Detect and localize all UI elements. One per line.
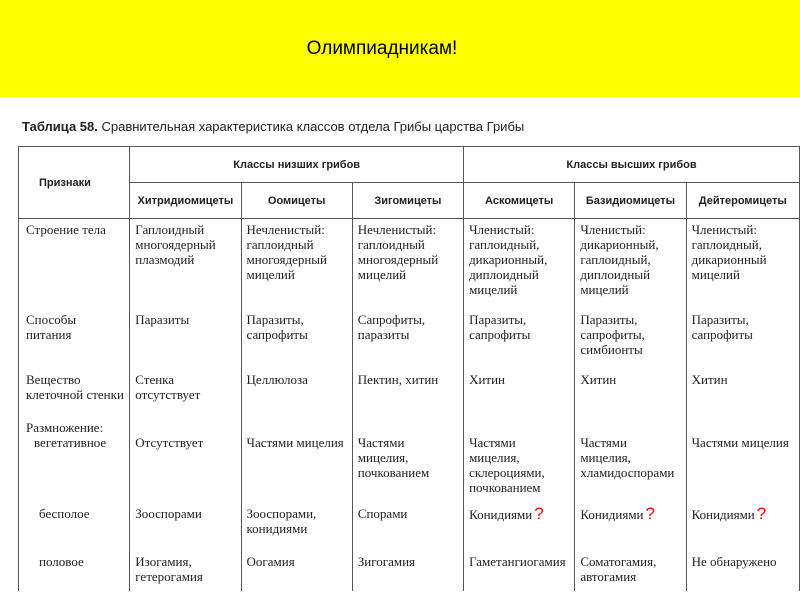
header-row-classes: [19, 183, 800, 219]
table-cell: Гаметангиогамия: [464, 551, 575, 591]
table-cell: Зооспорами: [130, 503, 241, 551]
cell-text: Конидиями: [469, 506, 533, 522]
column-header: Зигомицеты: [352, 183, 463, 219]
table-cell: Паразиты, сапрофиты: [241, 309, 352, 369]
row-label: Строение тела: [19, 219, 130, 309]
row-label: половое: [19, 551, 130, 591]
table-cell: Хитин: [464, 369, 575, 417]
cell-text: Конидиями: [580, 506, 644, 522]
table-cell: Зигогамия: [352, 551, 463, 591]
table-cell: Частями мицелия: [241, 417, 352, 503]
table-cell: Сапрофиты, паразиты: [352, 309, 463, 369]
table-cell: Паразиты: [130, 309, 241, 369]
fungi-comparison-table: [18, 146, 800, 591]
table-cell-conidia: [575, 503, 686, 551]
feature-header: Признаки: [19, 147, 130, 219]
row-label: бесполое: [19, 503, 130, 551]
title-banner: [0, 0, 800, 97]
table-cell: Спорами: [352, 503, 463, 551]
table-cell: Членистый: гаплоидный, дикарионный мицелий: [686, 219, 799, 309]
table-cell-conidia: [464, 503, 575, 551]
table-caption: [22, 119, 524, 134]
table-cell: Паразиты, сапрофиты: [686, 309, 799, 369]
group-header-lower: Классы низших грибов: [130, 147, 464, 183]
cell-text: Конидиями: [691, 506, 755, 522]
table-cell: Членистый: гаплоидный, дикарионный, диплоидный мицелий: [464, 219, 575, 309]
column-header: Дейтеромицеты: [686, 183, 799, 219]
table-cell: Частями мицелия, хламидоспорами: [575, 417, 686, 503]
row-label: Вещество клеточной стенки: [19, 369, 130, 417]
table-cell: Оогамия: [241, 551, 352, 591]
table-cell: Соматогамия, автогамия: [575, 551, 686, 591]
header-row-groups: [19, 147, 800, 183]
group-header-higher: Классы высших грибов: [464, 147, 800, 183]
table-cell-conidia: [686, 503, 799, 551]
table-row-asexual: [19, 503, 800, 551]
question-mark: ?: [534, 503, 544, 523]
table-cell: Не обнаружено: [686, 551, 799, 591]
table-cell: Нечленистый: гаплоидный многоядерный мицелий: [352, 219, 463, 309]
question-mark: ?: [756, 503, 767, 523]
table-cell: Стенка отсутствует: [130, 369, 241, 417]
table-cell: Пектин, хитин: [352, 369, 463, 417]
table-cell: Целлюлоза: [241, 369, 352, 417]
table-row-nutrition: [19, 309, 800, 369]
table-cell: Частями мицелия: [686, 417, 799, 503]
table-cell: Частями мицелия, склероциями, почкованием: [464, 417, 575, 503]
row-label: Способы питания: [19, 309, 130, 369]
column-header: Оомицеты: [241, 183, 352, 219]
question-mark: ?: [645, 503, 655, 523]
table-cell: Зооспорами, конидиями: [241, 503, 352, 551]
table-row-structure: [19, 219, 800, 309]
column-header: Базидиомицеты: [575, 183, 686, 219]
table-cell: Нечленистый: гаплоидный многоядерный мицелий: [241, 219, 352, 309]
table-cell: Членистый: дикарионный, гаплоидный, диплоидный мицелий: [575, 219, 686, 309]
table-cell: Отсутствует: [130, 417, 241, 503]
caption-label: Таблица 58.: [22, 119, 98, 134]
table-row-vegetative: [19, 417, 800, 503]
banner-title: Олимпиадникам!: [306, 38, 458, 59]
table-cell: Паразиты, сапрофиты: [464, 309, 575, 369]
table-cell: Хитин: [686, 369, 799, 417]
table-cell: Гаплоидный многоядерный плазмодий: [130, 219, 241, 309]
row-sublabel: вегетативное: [34, 434, 107, 450]
table-cell: Частями мицелия, почкованием: [352, 417, 463, 503]
row-label: Размножение:: [26, 419, 104, 435]
table-cell: Изогамия, гетерогамия: [130, 551, 241, 591]
column-header: Хитридиомицеты: [130, 183, 241, 219]
table-row-sexual: [19, 551, 800, 591]
row-label-reproduction: [19, 417, 130, 503]
caption-text: Сравнительная характеристика классов отдела Грибы царства Грибы: [101, 119, 525, 134]
table-row-cell-wall: [19, 369, 800, 417]
column-header: Аскомицеты: [464, 183, 575, 219]
table-cell: Хитин: [575, 369, 686, 417]
table-cell: Паразиты, сапрофиты, симбионты: [575, 309, 686, 369]
